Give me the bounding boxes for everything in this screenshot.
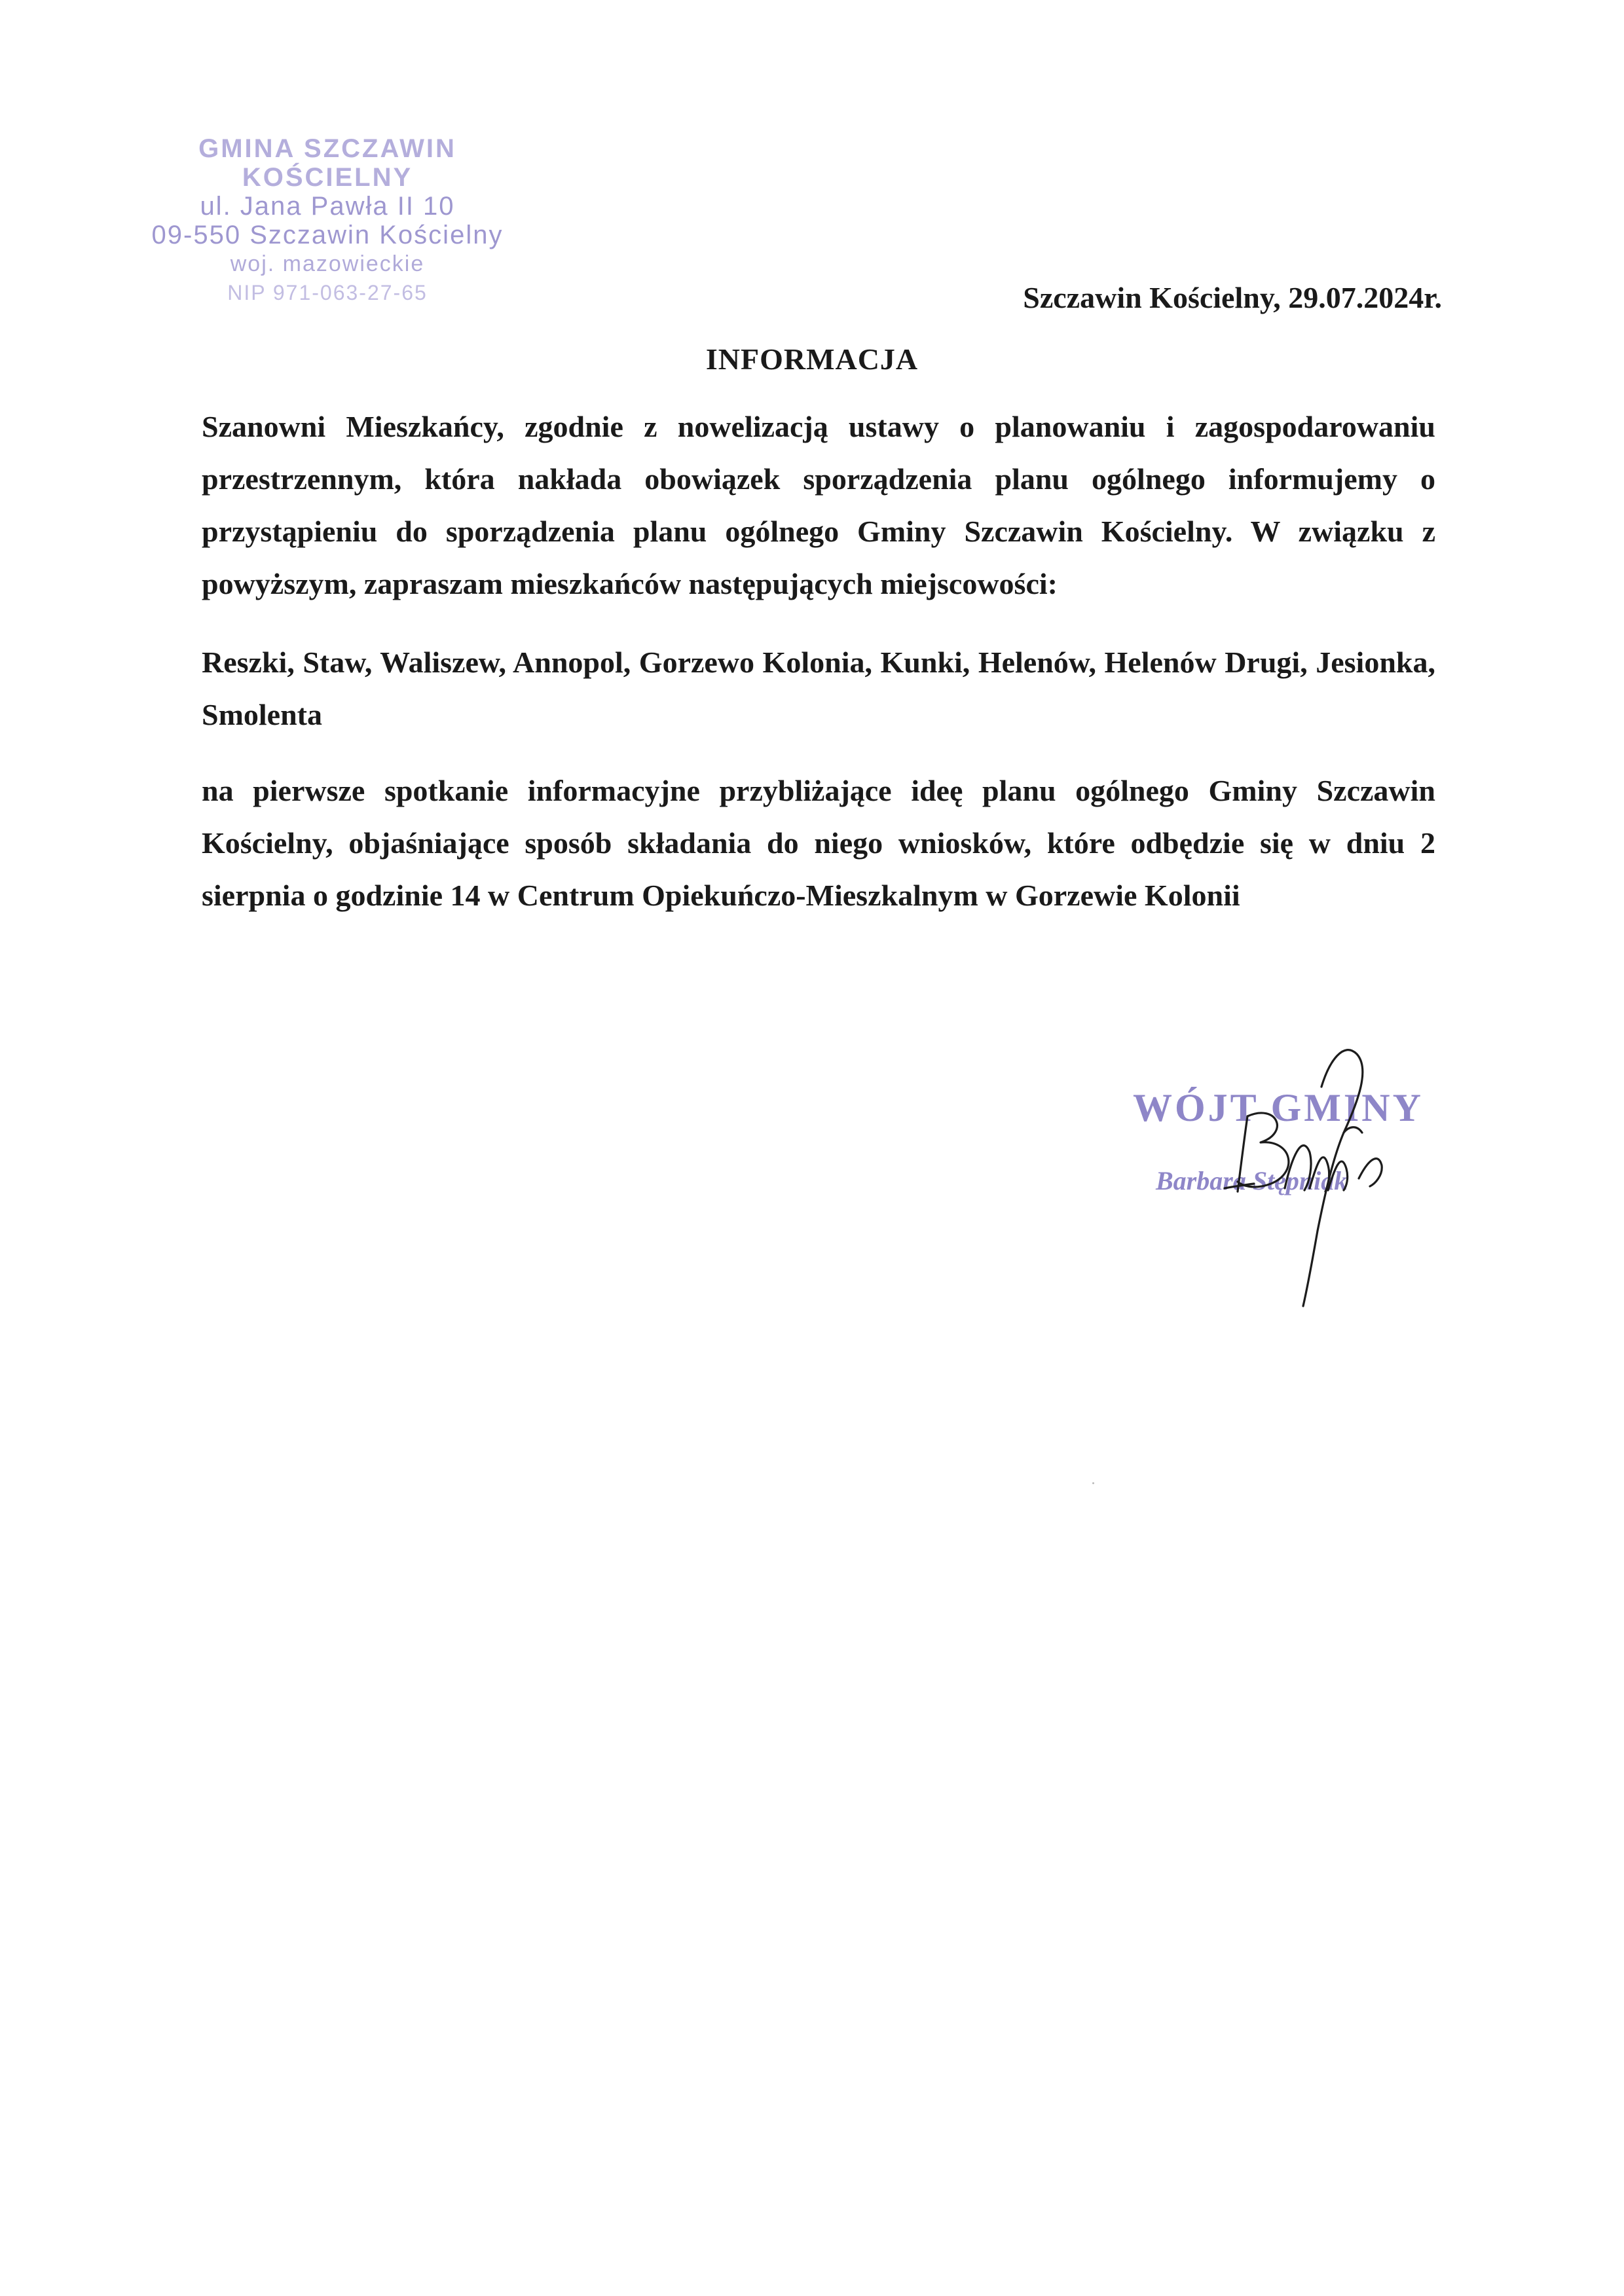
place-date-line: Szczawin Kościelny, 29.07.2024r. xyxy=(1023,281,1442,314)
localities-paragraph: Reszki, Staw, Waliszew, Annopol, Gorzewo Kolonia, Kunki, Helenów, Helenów Drugi, Jesionka, Smolenta xyxy=(202,646,1435,731)
stamp-street: ul. Jana Pawła II 10 xyxy=(200,192,455,221)
stamp-office-name: GMINA SZCZAWIN KOŚCIELNY xyxy=(198,134,456,192)
address-stamp xyxy=(118,134,537,307)
signature-stamp-title: WÓJT GMINY xyxy=(1133,1086,1424,1129)
intro-paragraph: Szanowni Mieszkańcy, zgodnie z nowelizacją ustawy o planowaniu i zagospodarowaniu przestrzennym, która nakłada obowiązek sporządzenia planu ogólnego informujemy o przystąpieniu do sporządzenia planu ogólnego Gminy Szczawin Kościelny. W związku z powyższym, zapraszam mieszkańców następujących miejscowości: xyxy=(202,410,1435,600)
document-title: INFORMACJA xyxy=(705,342,919,376)
handwritten-signature xyxy=(1113,1034,1480,1309)
signature-stamp-name: Barbara Stępniak xyxy=(1156,1166,1348,1195)
stamp-voivodeship: woj. mazowieckie xyxy=(230,251,425,276)
meeting-paragraph: na pierwsze spotkanie informacyjne przybliżające ideę planu ogólnego Gminy Szczawin Kościelny, objaśniające sposób składania do niego wniosków, które odbędzie się w dniu 2 sierpnia o godzinie 14 w Centrum Opiekuńczo-Mieszkalnym w Gorzewie Kolonii xyxy=(202,774,1435,912)
stamp-postal-city: 09-550 Szczawin Kościelny xyxy=(151,221,504,249)
scan-speck xyxy=(1092,1482,1094,1484)
stamp-nip: NIP 971-063-27-65 xyxy=(227,281,428,304)
signature-block xyxy=(1113,1034,1480,1309)
